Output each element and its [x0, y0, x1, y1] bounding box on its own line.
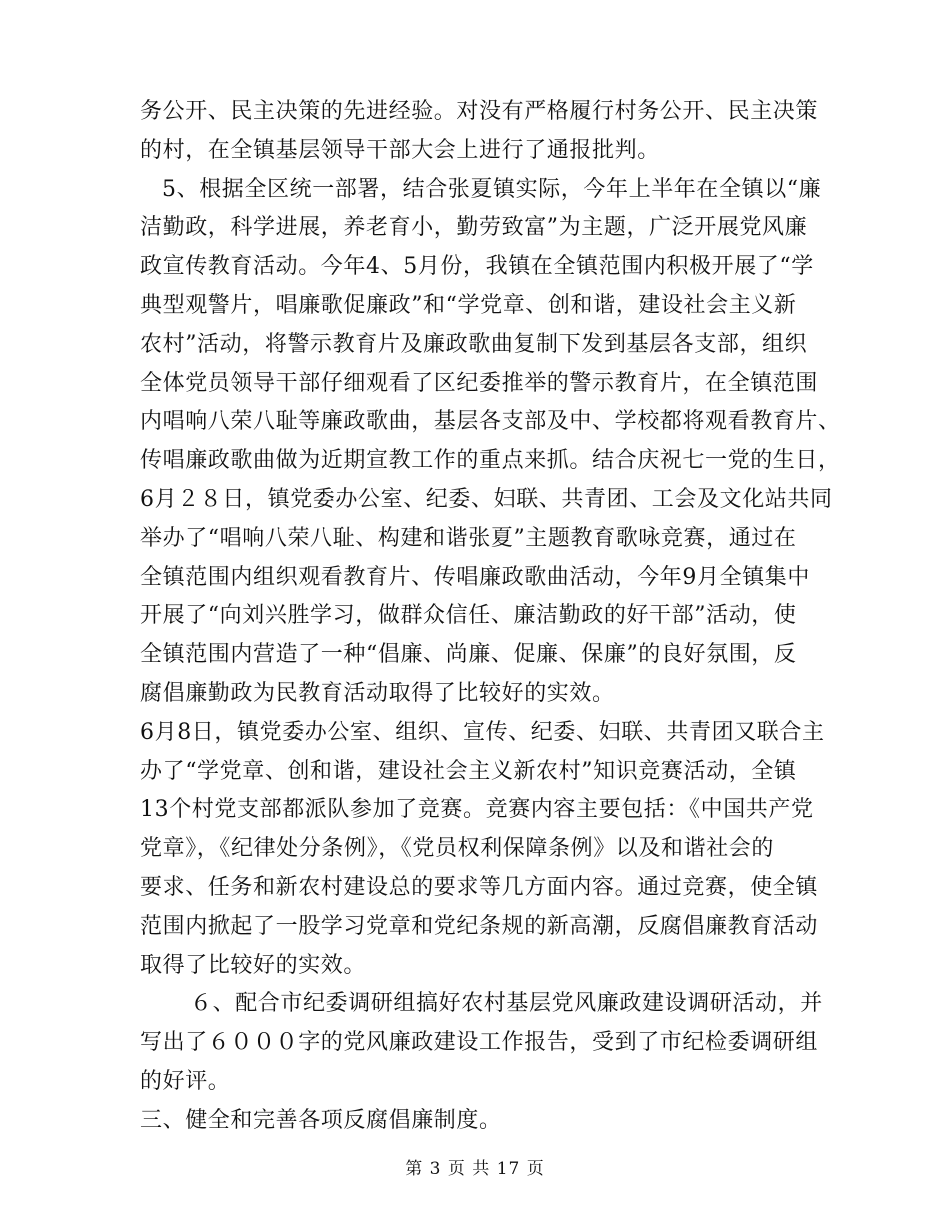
text-line: 举办了“唱响八荣八耻、构建和谐张夏”主题教育歌咏竞赛，通过在 [140, 526, 797, 551]
text-line: 的村，在全镇基层领导干部大会上进行了通报批判。 [140, 138, 660, 163]
text-line: 政宣传教育活动。今年4、5月份，我镇在全镇范围内积极开展了“学 [140, 254, 814, 279]
text-line: 洁勤政，科学进展，养老育小，勤劳致富”为主题，广泛开展党风廉 [140, 215, 808, 240]
text-line: 办了“学党章、创和谐，建设社会主义新农村”知识竞赛活动，全镇 [140, 759, 797, 784]
text-line: 三、健全和完善各项反腐倡廉制度。 [140, 1108, 502, 1133]
text-line: 内唱响八荣八耻等廉政歌曲，基层各支部及中、学校都将观看教育片、 [140, 409, 841, 434]
text-line: 典型观警片，唱廉歌促廉政”和“学党章、创和谐，建设社会主义新 [140, 293, 797, 318]
text-line: 全体党员领导干部仔细观看了区纪委推举的警示教育片，在全镇范围 [140, 371, 819, 396]
page-number-footer: 第 3 页 共 17 页 [405, 1159, 545, 1179]
text-line: 取得了比较好的实效。 [140, 953, 367, 978]
text-line: 传唱廉政歌曲做为近期宣教工作的重点来抓。结合庆祝七一党的生日， [140, 448, 841, 473]
text-line: 农村”活动，将警示教育片及廉政歌曲复制下发到基层各支部，组织 [140, 332, 808, 357]
text-line: 范围内掀起了一股学习党章和党纪条规的新高潮，反腐倡廉教育活动 [140, 914, 819, 939]
text-line: 写出了６０００字的党风廉政建设工作报告，受到了市纪检委调研组 [140, 1030, 819, 1055]
text-line: 13个村党支部都派队参加了竞赛。竞赛内容主要包括：《中国共产党 [140, 797, 814, 822]
text-line: 5、根据全区统一部署，结合张夏镇实际，今年上半年在全镇以“廉 [162, 177, 822, 202]
text-line: 开展了“向刘兴胜学习，做群众信任、廉洁勤政的好干部”活动，使 [140, 603, 797, 628]
text-line: 务公开、民主决策的先进经验。对没有严格履行村务公开、民主决策 [140, 99, 819, 124]
text-line: 腐倡廉勤政为民教育活动取得了比较好的实效。 [140, 681, 615, 706]
text-line: 的好评。 [140, 1069, 231, 1094]
text-line: 6月8日，镇党委办公室、组织、宣传、纪委、妇联、共青团又联合主 [140, 720, 825, 745]
text-line: 全镇范围内组织观看教育片、传唱廉政歌曲活动，今年9月全镇集中 [140, 565, 810, 590]
text-line: 6月２８日，镇党委办公室、纪委、妇联、共青团、工会及文化站共同 [140, 487, 833, 512]
text-line: ６、配合市纪委调研组搞好农村基层党风廉政建设调研活动，并 [190, 991, 823, 1016]
text-line: 要求、任务和新农村建设总的要求等几方面内容。通过竞赛，使全镇 [140, 875, 819, 900]
text-line: 全镇范围内营造了一种“倡廉、尚廉、促廉、保廉”的良好氛围，反 [140, 642, 797, 667]
text-line: 党章》，《纪律处分条例》，《党员权利保障条例》以及和谐社会的 [140, 836, 775, 861]
